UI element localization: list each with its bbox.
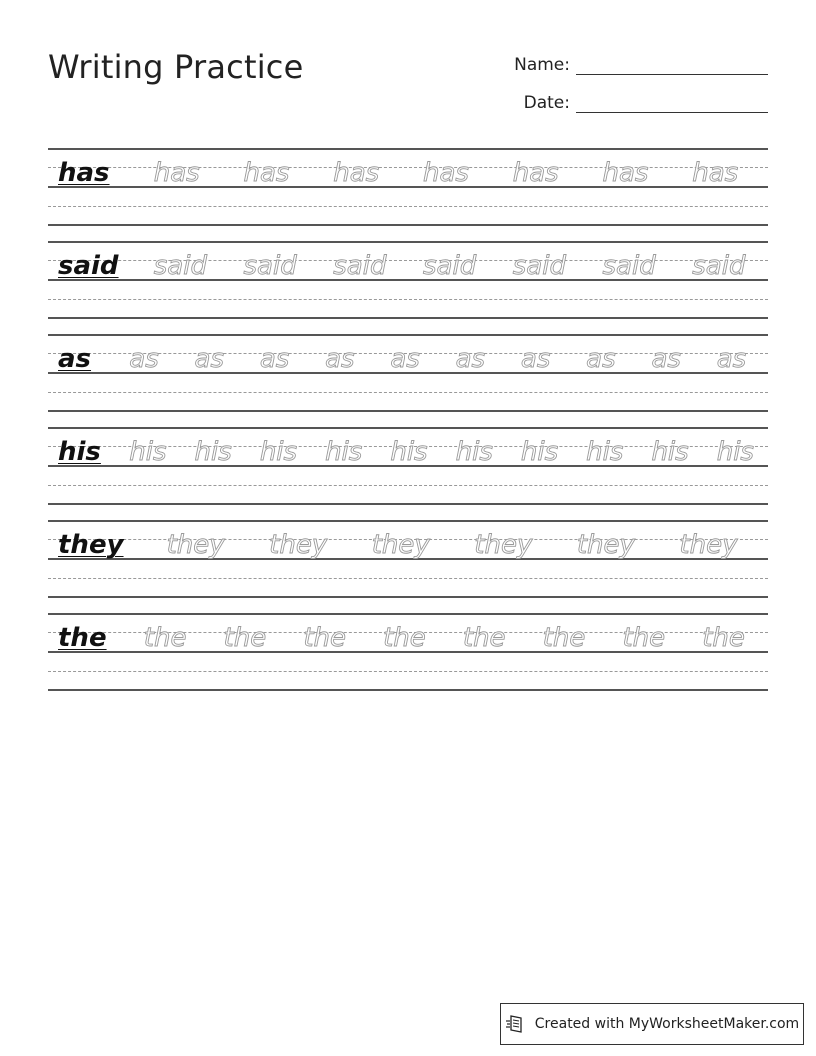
trace-word: as [716, 344, 747, 374]
practice-baseline [48, 689, 768, 691]
trace-word: they [679, 530, 738, 560]
name-field [514, 55, 768, 75]
trace-word: his [520, 437, 559, 467]
footer-credit[interactable] [500, 1003, 804, 1045]
trace-word: his [716, 437, 754, 467]
trace-word: as [586, 344, 616, 374]
word-line [48, 613, 768, 653]
page-title: Writing Practice [48, 48, 304, 86]
trace-word: said [423, 251, 477, 281]
practice-row [48, 148, 768, 224]
practice-baseline [48, 503, 768, 505]
trace-word: the [143, 623, 187, 653]
worksheet-maker-logo-icon [505, 1013, 527, 1035]
trace-word: the [223, 623, 267, 653]
trace-word: said [602, 251, 656, 281]
word-line [48, 520, 768, 560]
trace-word: as [651, 344, 681, 374]
date-input-line[interactable] [576, 98, 768, 113]
footer-text: Created with MyWorksheetMaker.com [534, 1016, 800, 1032]
practice-row [48, 613, 768, 689]
trace-word: they [269, 530, 328, 560]
trace-word: has [333, 158, 380, 188]
model-word: the [58, 623, 107, 653]
word-line [48, 334, 768, 374]
trace-word: his [455, 437, 493, 467]
trace-word: they [166, 530, 225, 560]
trace-word: said [692, 251, 746, 281]
trace-word: the [383, 623, 426, 653]
word-line [48, 148, 768, 188]
trace-word: his [390, 437, 428, 467]
model-word: said [58, 251, 119, 281]
practice-baseline [48, 317, 768, 319]
trace-word: the [702, 623, 745, 653]
practice-baseline [48, 224, 768, 226]
trace-word: as [390, 344, 420, 374]
trace-word: they [371, 530, 430, 560]
trace-word: has [602, 158, 649, 188]
trace-word: has [512, 158, 559, 188]
trace-word: has [243, 158, 290, 188]
trace-word: said [153, 251, 207, 281]
trace-word: his [325, 437, 363, 467]
model-word: his [58, 437, 101, 467]
word-line [48, 241, 768, 281]
practice-row [48, 241, 768, 317]
trace-word: his [259, 437, 298, 467]
practice-row [48, 334, 768, 410]
trace-word: as [194, 344, 225, 374]
practice-baseline [48, 410, 768, 412]
date-label: Date: [523, 93, 570, 113]
model-word: as [58, 344, 92, 374]
trace-word: his [651, 437, 689, 467]
trace-word: as [259, 344, 290, 374]
date-field [524, 93, 768, 113]
model-word: they [58, 530, 124, 560]
trace-word: as [520, 344, 551, 374]
model-word: has [58, 158, 110, 188]
trace-word: as [325, 344, 355, 374]
trace-word: his [129, 437, 167, 467]
practice-baseline [48, 596, 768, 598]
trace-word: the [542, 623, 586, 653]
trace-word: said [333, 251, 387, 281]
trace-word: they [576, 530, 635, 560]
trace-word: they [474, 530, 533, 560]
trace-word: has [692, 158, 739, 188]
trace-word: has [423, 158, 469, 188]
trace-word: has [153, 158, 200, 188]
word-line [48, 427, 768, 467]
trace-word: his [586, 437, 624, 467]
practice-midline [48, 206, 768, 207]
trace-word: as [455, 344, 486, 374]
trace-word: said [243, 251, 297, 281]
practice-midline [48, 299, 768, 300]
name-label: Name: [514, 55, 570, 75]
practice-row [48, 520, 768, 596]
trace-word: the [622, 623, 666, 653]
practice-row [48, 427, 768, 503]
trace-word: as [129, 344, 159, 374]
practice-midline [48, 578, 768, 579]
practice-midline [48, 392, 768, 393]
trace-word: said [512, 251, 566, 281]
name-input-line[interactable] [576, 60, 768, 75]
trace-word: the [462, 623, 506, 653]
practice-midline [48, 485, 768, 486]
trace-word: the [303, 623, 346, 653]
trace-word: his [194, 437, 232, 467]
practice-midline [48, 671, 768, 672]
